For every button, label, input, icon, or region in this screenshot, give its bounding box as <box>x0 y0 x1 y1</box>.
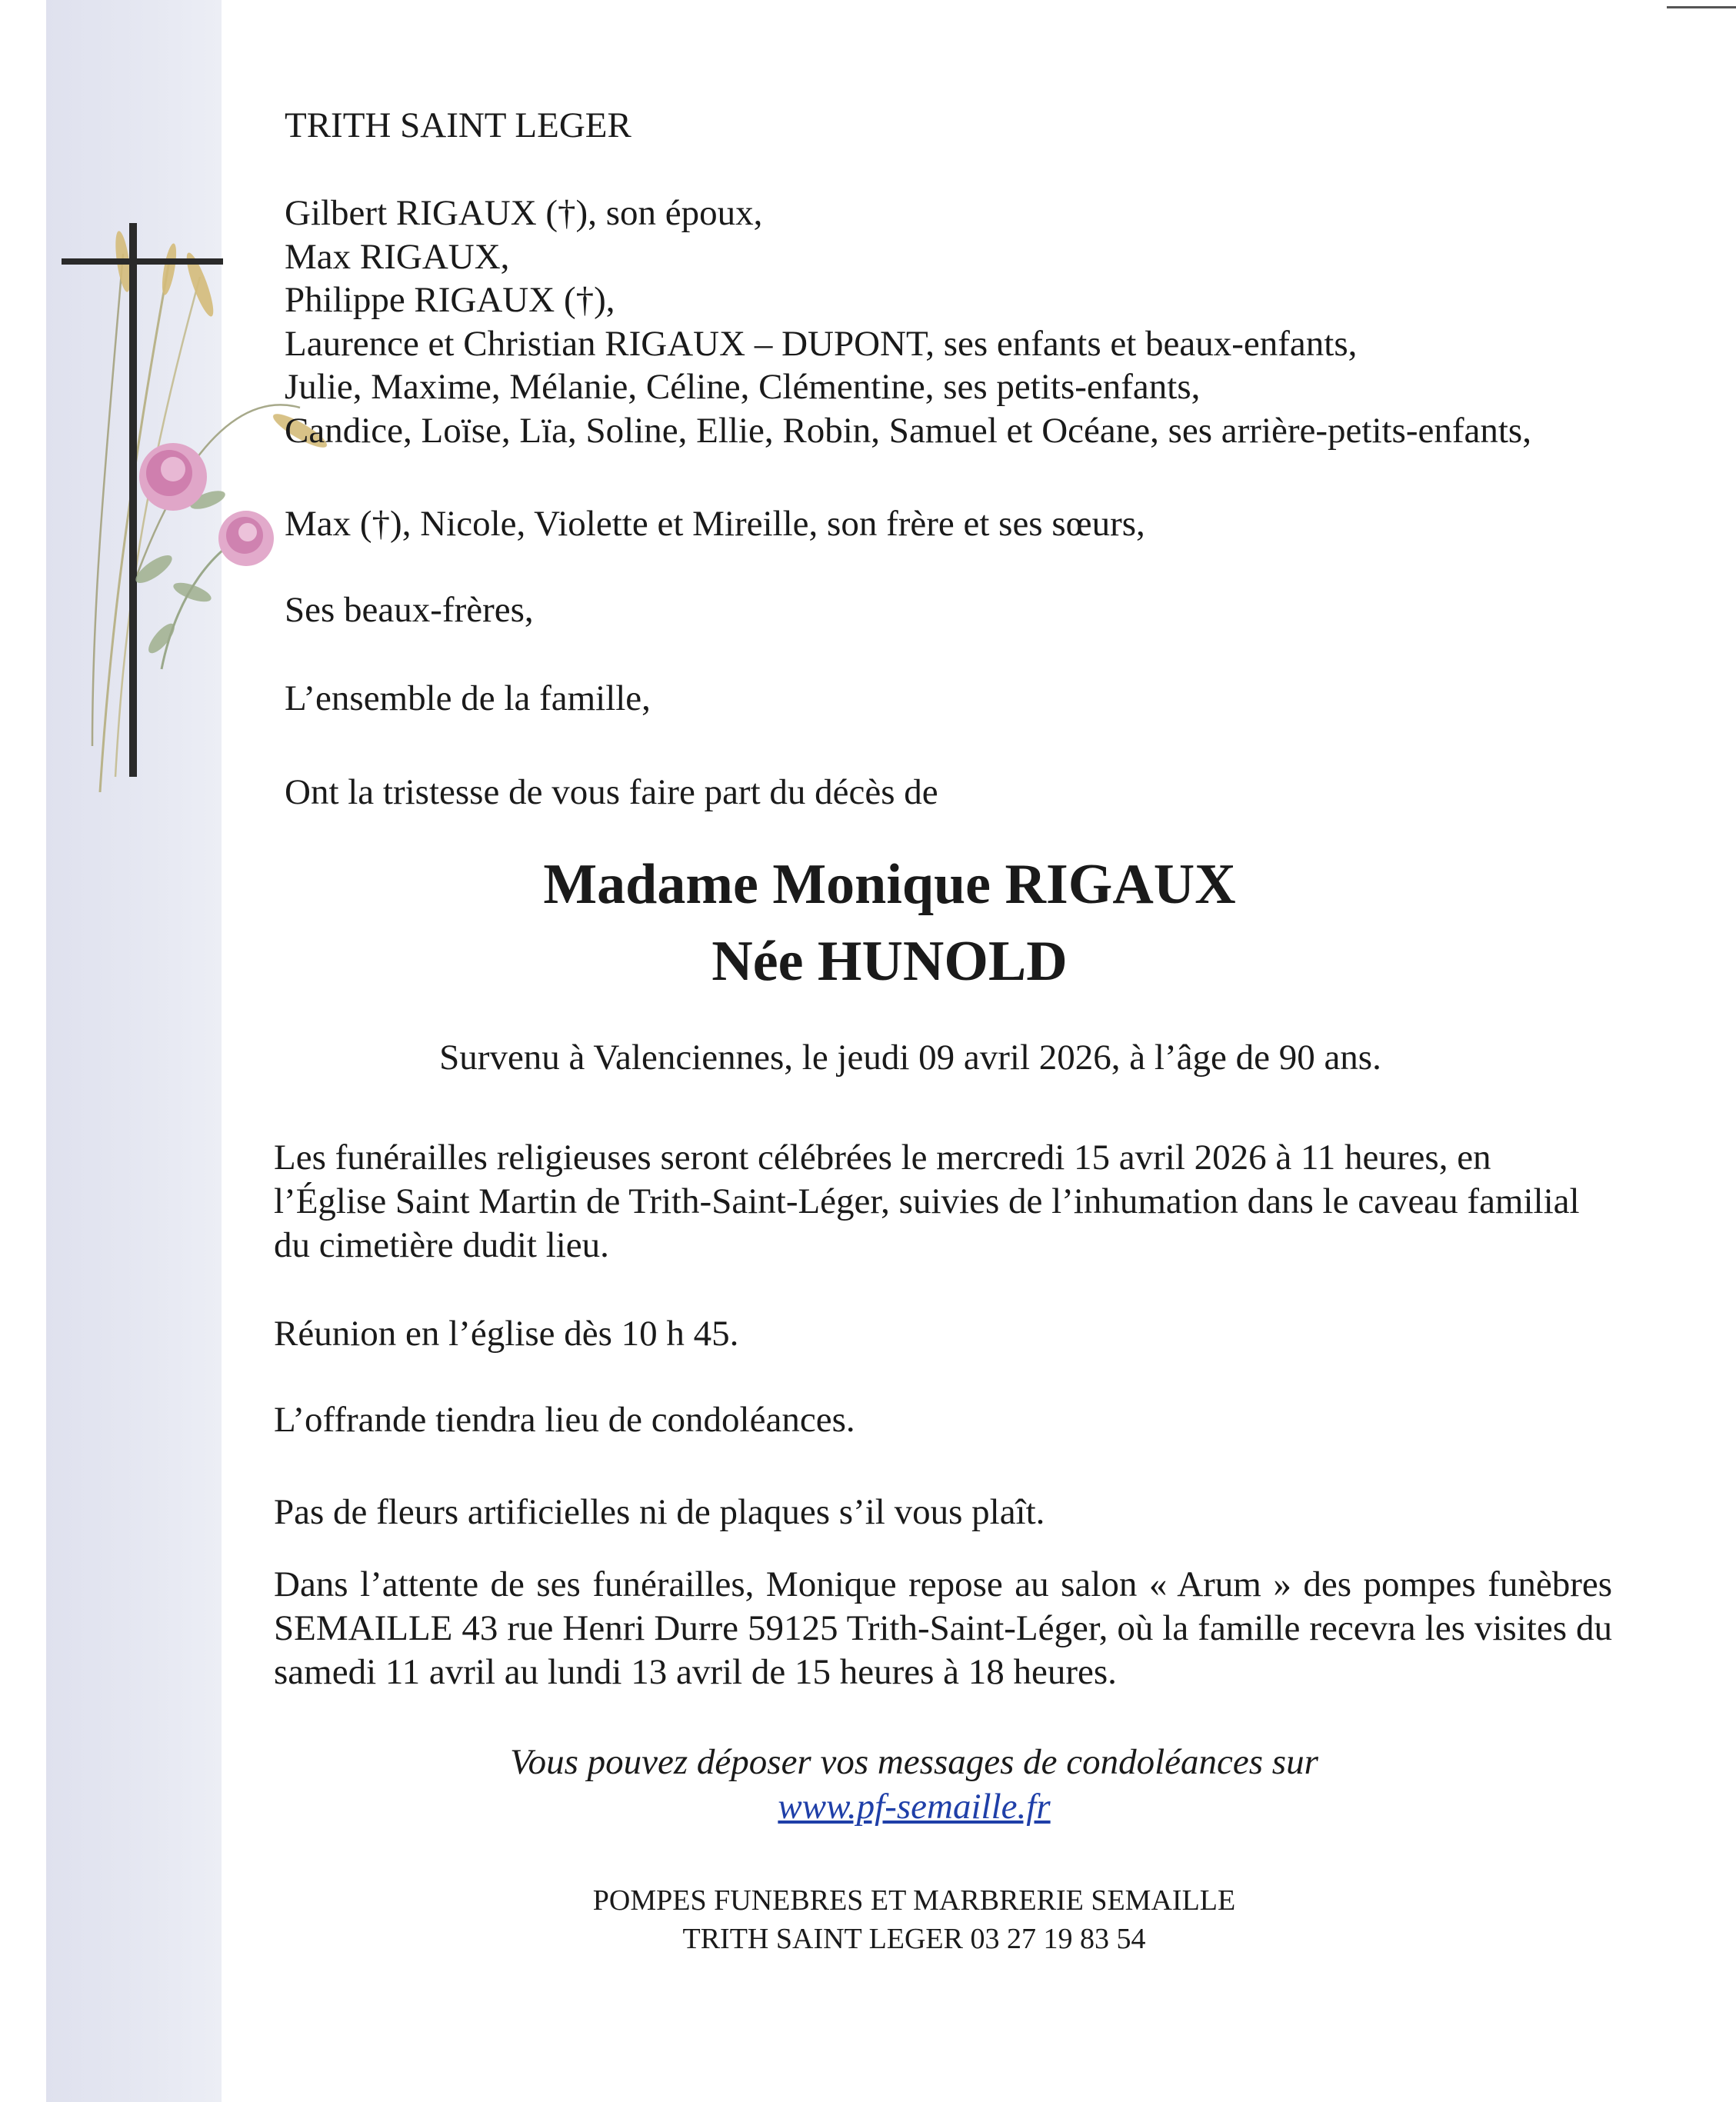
family-line: Gilbert RIGAUX (†), son époux, <box>285 193 763 233</box>
rose-lower <box>218 511 274 566</box>
funeral-paragraph: Les funérailles religieuses seront célébrées le mercredi 15 avril 2026 à 11 heures, en l’Église Saint Martin de Trith-Saint-Léger, suivies de l’inhumation dans le caveau familial du cimetière dudit lieu. <box>274 1138 1580 1265</box>
rose-upper <box>139 443 207 511</box>
footer-company: POMPES FUNEBRES ET MARBRERIE SEMAILLE <box>592 1884 1236 1917</box>
family-line: Julie, Maxime, Mélanie, Céline, Clémentine, ses petits-enfants, <box>285 367 1201 407</box>
announcement-intro: Ont la tristesse de vous faire part du décès de <box>285 772 938 812</box>
deceased-maiden-name: Née HUNOLD <box>711 930 1068 993</box>
deceased-name: Madame Monique RIGAUX <box>543 853 1236 916</box>
meeting-paragraph: Réunion en l’église dès 10 h 45. <box>274 1314 739 1354</box>
family-line: Candice, Loïse, Lïa, Soline, Ellie, Robin, Samuel et Océane, ses arrière-petits-enfants, <box>285 410 1531 451</box>
death-details: Survenu à Valenciennes, le jeudi 09 avril 2026, à l’âge de 90 ans. <box>439 1038 1381 1078</box>
condolences-link[interactable]: www.pf-semaille.fr <box>778 1787 1051 1827</box>
family-list <box>285 192 1531 452</box>
offering-paragraph: L’offrande tiendra lieu de condoléances. <box>274 1400 855 1440</box>
extended-family-line: L’ensemble de la famille, <box>285 678 651 718</box>
condolences-message: Vous pouvez déposer vos messages de condoléances sur <box>510 1742 1318 1782</box>
in-laws-line: Ses beaux-frères, <box>285 590 534 630</box>
siblings-line: Max (†), Nicole, Violette et Mireille, son frère et ses sœurs, <box>285 504 1145 544</box>
footer-contact: TRITH SAINT LEGER 03 27 19 83 54 <box>682 1923 1146 1955</box>
corner-mark <box>1667 6 1736 8</box>
viewing-paragraph: Dans l’attente de ses funérailles, Monique repose au salon « Arum » des pompes funèbres SEMAILLE 43 rue Henri Durre 59125 Trith-Saint-Léger, où la famille recevra les visites du samedi 11 avril au lundi 13 avril de 15 heures à 18 heures. <box>274 1564 1612 1692</box>
family-line: Laurence et Christian RIGAUX – DUPONT, ses enfants et beaux-enfants, <box>285 323 1358 364</box>
family-line: Max RIGAUX, <box>285 236 510 277</box>
condolences-link-line <box>0 1784 1736 1829</box>
family-line: Philippe RIGAUX (†), <box>285 280 615 320</box>
flowers-paragraph: Pas de fleurs artificielles ni de plaques s’il vous plaît. <box>274 1492 1045 1532</box>
location-header: TRITH SAINT LEGER <box>285 105 631 145</box>
